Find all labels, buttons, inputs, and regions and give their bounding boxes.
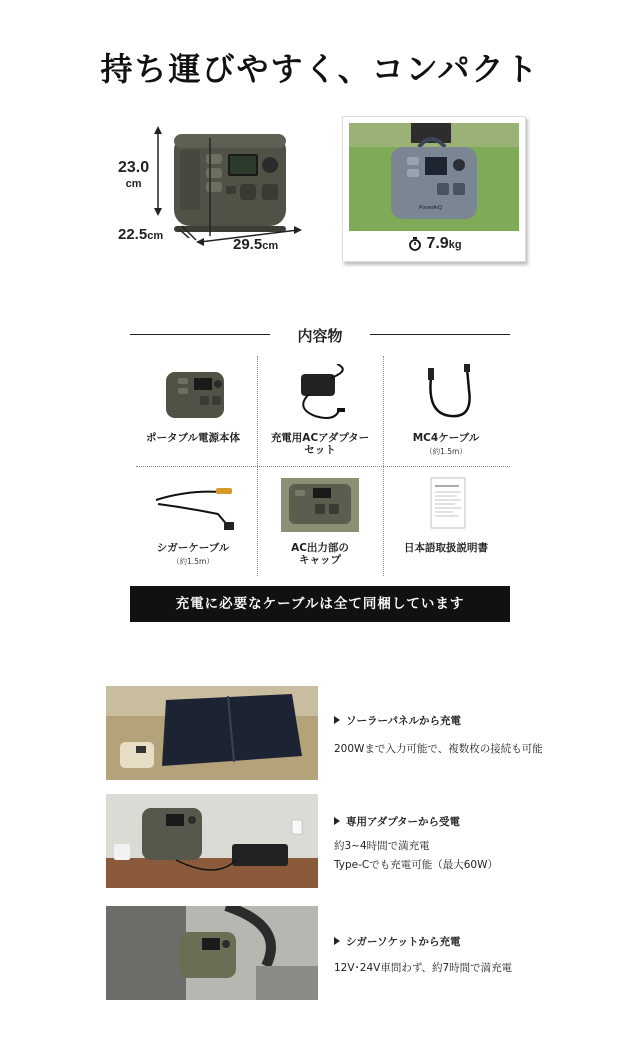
contents-item-label: ポータブル電源本体 <box>145 432 241 444</box>
weight-value: 7.9 <box>426 235 449 252</box>
manual-image <box>401 474 491 536</box>
contents-item-ac-cap <box>257 466 383 576</box>
dimension-diagram <box>108 118 308 258</box>
contents-item-line1: 充電用ACアダプター <box>270 432 370 444</box>
arrow-icon <box>334 937 340 945</box>
charging-desc: Type-Cでも充電可能（最大60W） <box>334 859 498 871</box>
arrow-icon <box>334 716 340 724</box>
contents-item-sub: （約1.5m） <box>172 557 214 566</box>
ac-cap-image <box>275 474 365 536</box>
contents-title: 内容物 <box>297 327 343 345</box>
carry-photo <box>349 123 519 231</box>
depth-unit: cm <box>147 230 164 242</box>
charging-title <box>334 713 461 728</box>
height-label <box>118 160 149 192</box>
car-charging-photo <box>106 906 318 1000</box>
divider <box>370 334 510 335</box>
dimension-arrows <box>148 126 308 256</box>
charging-desc: 約3~4時間で満充電 <box>334 840 430 852</box>
mc4-cable-image <box>401 364 491 426</box>
charging-title-text: 専用アダプターから受電 <box>346 816 461 828</box>
adapter-charging-photo <box>106 794 318 888</box>
contents-item-sub: （約1.5m） <box>425 447 467 456</box>
contents-item-ac-adapter <box>257 356 383 466</box>
brand-label: PowerArQ <box>419 205 443 211</box>
contents-heading <box>130 324 510 344</box>
charging-title <box>334 934 460 949</box>
page-headline: 持ち運びやすく、コンパクト <box>100 50 540 88</box>
charging-desc: 200Wまで入力可能で、複数枚の接続も可能 <box>334 743 543 755</box>
height-unit: cm <box>125 178 142 190</box>
height-value: 23.0 <box>118 159 150 176</box>
included-cables-banner: 充電に必要なケーブルは全て同梱しています <box>130 586 510 622</box>
contents-item-power-station <box>130 356 256 466</box>
power-station-image <box>148 364 238 426</box>
contents-item-label <box>257 542 383 566</box>
contents-item-label: 日本語取扱説明書 <box>404 542 488 554</box>
arrow-icon <box>334 817 340 825</box>
charging-title-text: シガーソケットから充電 <box>346 936 461 948</box>
ac-adapter-image <box>275 364 365 426</box>
width-unit: cm <box>262 240 279 252</box>
contents-item-label: MC4ケーブル <box>412 432 480 444</box>
carry-photo-image <box>349 123 519 231</box>
weight-unit: kg <box>448 239 462 251</box>
contents-item-cigar-cable <box>130 466 256 576</box>
cigar-cable-image <box>148 474 238 536</box>
stopwatch-icon <box>408 237 422 251</box>
weight-label <box>343 235 527 253</box>
width-value: 29.5 <box>233 236 263 253</box>
depth-value: 22.5 <box>118 226 148 243</box>
contents-item-line2: セット <box>304 444 336 456</box>
charging-title-text: ソーラーパネルから充電 <box>346 715 461 727</box>
contents-item-line2: キャップ <box>299 554 341 566</box>
charging-title <box>334 814 460 829</box>
charging-desc: 12V･24V車問わず、約7時間で満充電 <box>334 962 513 974</box>
contents-item-label: シガーケーブル <box>156 542 230 554</box>
contents-item-manual <box>383 466 509 576</box>
contents-grid <box>130 356 510 576</box>
contents-item-line1: AC出力部の <box>291 542 349 554</box>
contents-item-label <box>257 432 383 456</box>
solar-charging-photo <box>106 686 318 780</box>
carry-photo-frame <box>342 116 526 262</box>
contents-item-mc4-cable <box>383 356 509 466</box>
